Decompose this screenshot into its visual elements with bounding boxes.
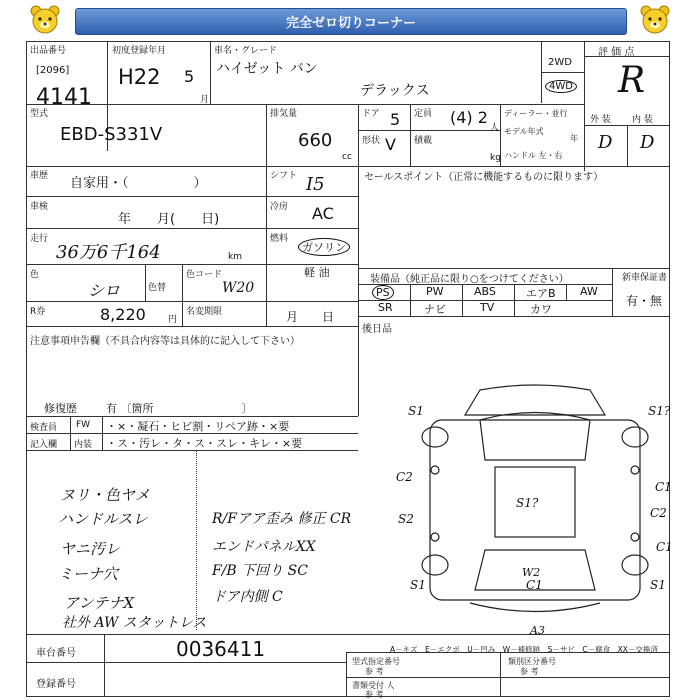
history-label: 車歴 [30, 171, 49, 181]
damage-mark: W2 [522, 566, 541, 579]
color-label: 色 [30, 270, 40, 280]
ac-label: 冷房 [270, 202, 289, 212]
exterior-label: 外 装 [590, 115, 611, 125]
person-unit: 人 [490, 123, 500, 133]
fuel-diesel: 軽 油 [304, 266, 330, 279]
damage-mark: S1 [410, 578, 426, 592]
doc-label: 書類受付 人 [352, 681, 395, 690]
damage-mark: S1 [650, 578, 666, 592]
equip-abs: ABS [474, 285, 496, 298]
shift-label: シフト [270, 171, 298, 181]
lot-number: 4141 [36, 85, 92, 110]
comment-line: エンドパネルXX [212, 539, 316, 555]
comment-line: ハンドルスレ [58, 510, 148, 528]
chassis-label: 車台番号 [36, 648, 76, 659]
comment-line: ヌリ・色ヤメ [60, 486, 150, 504]
doors-label: ドア [362, 109, 380, 119]
equip-leather: カワ [530, 303, 552, 316]
ac-value: AC [312, 204, 334, 223]
type-cert-sub: 参 考 [365, 667, 384, 676]
year-unit: 年 [570, 134, 578, 143]
type-cert-label: 型式指定番号 [352, 657, 400, 666]
displacement: 660 [298, 130, 333, 151]
comment-line: ドア内側 C [212, 589, 283, 605]
class-sub: 参 考 [520, 667, 539, 676]
damage-mark: S2 [398, 512, 414, 526]
reg-month: 5 [184, 67, 195, 86]
fuel-gasoline-circled: ガソリン [298, 238, 350, 256]
damage-mark: C1 [656, 540, 673, 554]
drive-2wd: 2WD [548, 57, 572, 68]
color-code: W20 [222, 280, 255, 296]
damage-mark: C2 [650, 506, 667, 520]
class-label: 類別区分番号 [508, 657, 556, 666]
name-change-value: 月 日 [286, 310, 335, 324]
repair-history-label: 修復歴 [44, 402, 77, 415]
handle-label: ハンドル 左・右 [504, 151, 563, 160]
bear-mascot-icon [28, 4, 62, 36]
damage-mark: A3 [530, 624, 545, 637]
shift-value: I5 [306, 174, 325, 195]
warranty-label: 新車保証書 [622, 273, 668, 283]
kg-unit: kg [490, 153, 501, 163]
equip-airbag: エアB [526, 287, 556, 300]
comment-line: ヤニ汚レ [60, 540, 121, 558]
displacement-label: 排気量 [270, 109, 298, 119]
grade: デラックス [360, 83, 430, 99]
dealer-label: ディーラー・並行 [504, 109, 568, 118]
comment-line: ミーナ穴 [58, 565, 119, 583]
model-name: ハイゼット バン [216, 61, 318, 77]
equip-navi: ナビ [424, 303, 446, 316]
model-grade-label: 車名・グレード [214, 46, 278, 56]
banner-title: 完全ゼロ切りコーナー [75, 8, 627, 35]
color-value: シロ [88, 281, 121, 300]
equip-aw: AW [580, 285, 598, 298]
after-items-label: 後日品 [362, 324, 392, 335]
damage-mark: S1? [516, 496, 539, 510]
name-change-label: 名変期限 [186, 307, 223, 317]
mileage-label: 走行 [30, 234, 49, 244]
inspection-value: 年 月( 日) [118, 212, 220, 227]
lot-no-label: 出品番号 [30, 46, 67, 56]
exterior-grade: D [598, 132, 613, 153]
fw-options: ・×・凝石・ヒビ割・リペア跡・×要 [106, 420, 290, 433]
inspector-entry-label: 記入欄 [30, 440, 58, 450]
notes-label: 注意事項申告欄（不具合内容等は具体的に記入して下さい） [30, 336, 300, 347]
damage-mark: S1 [408, 404, 424, 418]
comment-line: 社外 AW スタットレス [62, 615, 207, 631]
comment-line: R/Fアア歪み 修正 CR [212, 511, 352, 527]
damage-mark: S1? [648, 404, 671, 418]
sales-point-label: セールスポイント（正常に機能するものに限ります） [364, 172, 604, 183]
comment-line: F/B 下回り SC [212, 563, 308, 579]
history-value: 自家用・（ ） [70, 176, 207, 191]
color-change-label: 色替 [148, 283, 167, 293]
first-reg-label: 初度登録年月 [112, 46, 167, 56]
interior-label-small: 内装 [74, 440, 93, 450]
chassis-number: 0036411 [176, 637, 266, 661]
damage-mark: C2 [396, 470, 413, 484]
score-value: R [618, 60, 646, 101]
damage-mark: C1 [526, 578, 543, 592]
km-unit: km [228, 252, 242, 262]
equip-sr: SR [378, 301, 393, 314]
lot-code: [2096] [36, 65, 70, 76]
interior-grade: D [640, 132, 655, 153]
type-label: 型式 [30, 109, 49, 119]
registration-label: 登録番号 [36, 679, 76, 690]
month-unit: 月 [200, 95, 210, 105]
doors: 5 [390, 110, 401, 129]
damage-mark: C1 [655, 480, 672, 494]
repair-history-value: 有 〔箇所 〕 [106, 402, 253, 415]
drive-4wd-circled: 4WD [545, 80, 577, 93]
fuel-label: 燃料 [270, 234, 289, 244]
shape-label: 形状 [362, 136, 381, 146]
fw-label: FW [76, 420, 91, 430]
doc-sub: 参 考 [365, 690, 384, 699]
load-label: 積載 [414, 136, 433, 146]
banner [0, 0, 700, 40]
capacity-label: 定員 [414, 109, 433, 119]
equipment-label: 装備品（純正品に限り○をつけてください） [370, 274, 569, 285]
equip-tv: TV [480, 301, 495, 314]
bear-mascot-icon [638, 4, 672, 36]
recycle-label: R券 [30, 307, 46, 317]
era-year: H22 [118, 65, 161, 89]
yen-unit: 円 [168, 315, 178, 325]
model-year-label: モデル年式 [504, 127, 544, 136]
damage-legend: A－キズ E－エクボ U－凹み W－補修跡 S－サビ C－腐食 XX－交換済 [390, 645, 658, 654]
capacity: (4) 2 [450, 108, 488, 127]
interior-label: 内 装 [632, 115, 653, 125]
interior-options: ・ス・汚レ・タ・ス・スレ・キレ・×要 [106, 437, 303, 450]
warranty-value: 有・無 [626, 294, 663, 308]
inspector-label: 検査員 [30, 423, 58, 433]
shape: V [385, 135, 396, 154]
mileage: 36万6千164 [56, 242, 161, 263]
recycle-fee: 8,220 [100, 305, 146, 324]
comment-line: アンテナX [64, 594, 135, 612]
color-code-label: 色コード [186, 270, 223, 280]
equip-pw: PW [426, 285, 444, 298]
score-label: 評 価 点 [598, 47, 635, 58]
equip-ps: PS [372, 285, 394, 300]
inspection-label: 車検 [30, 202, 49, 212]
cc-unit: cc [342, 152, 352, 162]
model-type: EBD-S331V [60, 124, 163, 145]
